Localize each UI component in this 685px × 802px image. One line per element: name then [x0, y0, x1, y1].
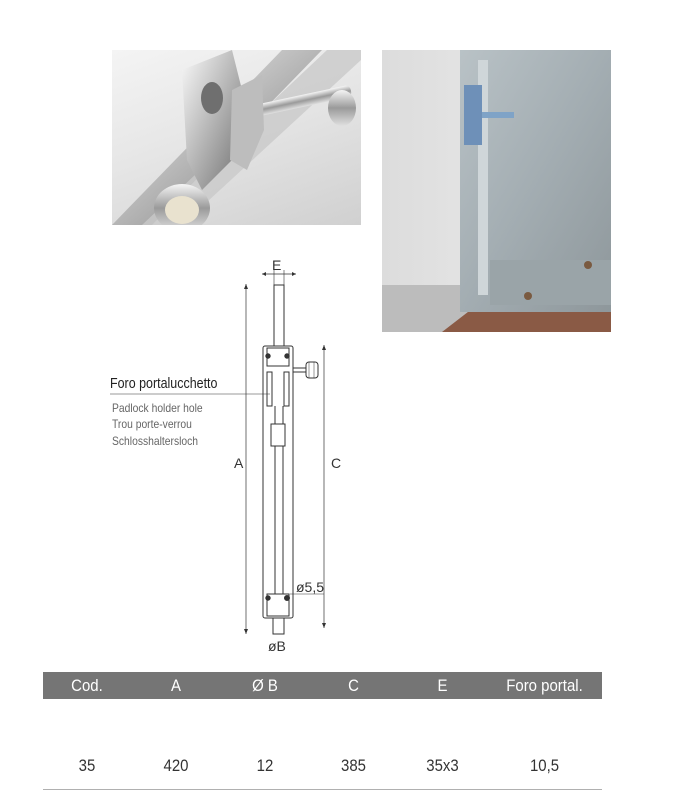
padlock-hole-label: Foro portalucchetto	[110, 376, 218, 392]
dimension-c-label: C	[331, 455, 342, 471]
header-c: C	[348, 675, 359, 695]
header-cod: Cod.	[71, 675, 103, 695]
header-foro: Foro portal.	[506, 675, 583, 695]
padlock-hole-label-de: Schlosshaltersloch	[112, 434, 199, 448]
header-a: A	[171, 675, 181, 695]
cell-cod: 35	[78, 756, 96, 775]
bolt-rod	[274, 285, 284, 349]
padlock-hole-label-fr: Trou porte-verrou	[112, 417, 192, 431]
bolt-handle	[306, 362, 318, 378]
cell-b: 12	[256, 756, 274, 775]
header-e: E	[437, 675, 448, 695]
cell-e: 35x3	[426, 756, 459, 775]
header-b: Ø B	[252, 675, 278, 695]
table-row	[43, 743, 602, 790]
hole-diameter-label: ø5,5	[296, 579, 325, 595]
dimension-e-label: E	[272, 257, 282, 273]
spec-table	[43, 672, 602, 790]
cell-c: 385	[341, 756, 366, 775]
dimension-a-label: A	[234, 455, 244, 471]
table-header	[43, 672, 602, 699]
padlock-hole-label-en: Padlock holder hole	[112, 401, 203, 415]
cell-foro: 10,5	[529, 756, 560, 775]
dimension-b-label: øB	[268, 638, 286, 654]
cell-a: 420	[163, 756, 189, 775]
